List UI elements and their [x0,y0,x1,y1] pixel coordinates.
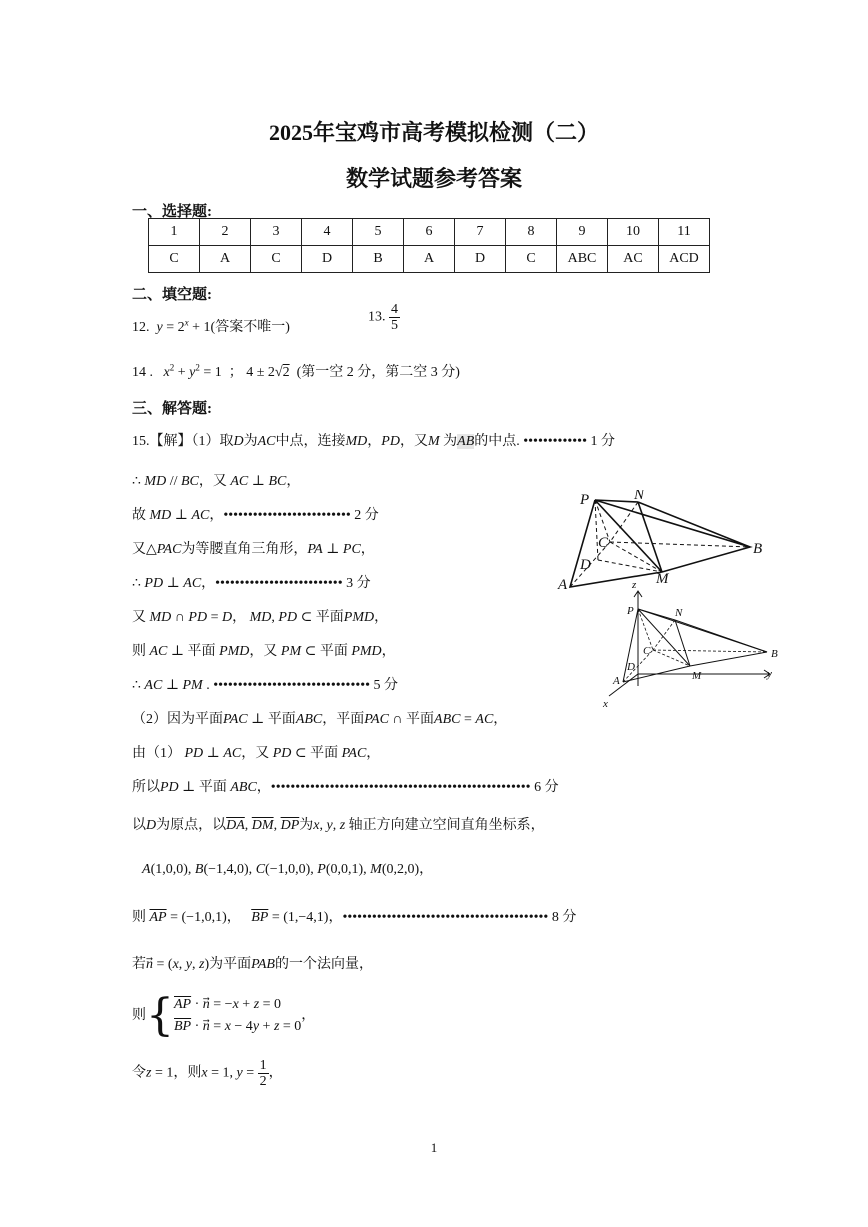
table-cell: AC [608,246,659,273]
svg-text:C: C [598,535,609,551]
svg-text:M: M [692,670,702,682]
table-cell: 4 [302,219,353,246]
fraction: $\frac{4}{5}$ [391,302,398,333]
page-subtitle: 数学试题参考答案 [345,166,522,191]
table-cell: ACD [659,246,710,273]
answer-13: 13. $\frac{4}{5}$ [368,302,398,333]
svg-text:y: y [767,668,772,680]
q15-line-7: 则 AC ⊥ 平面 PMD，又 PM ⊂ 平面 PMD， [132,644,396,659]
answer-table [148,218,710,273]
svg-text:P: P [580,492,590,508]
table-cell: 1 [149,219,200,246]
table-cell: D [455,246,506,273]
svg-text:A: A [558,577,568,593]
page-number: 1 [430,1140,438,1155]
table-cell: 3 [251,219,302,246]
q15-line-2: ∴ MD // BC，又 AC ⊥ BC， [132,474,301,489]
coordinate-figure [595,576,795,711]
svg-text:M: M [656,571,669,587]
q15-line-11: 所以PD ⊥ 平面 ABC，••••••••••••••••••••••••••••••••••••••••••••••••••••• 6 分 [132,780,559,795]
svg-text:B: B [771,648,778,660]
page-title: 2025年宝鸡市高考模拟检测（二） [268,120,599,145]
q15-line-1: 15.【解】（1）取D为AC中点，连接MD，PD，又M 为AB的中点. ••••••••••••• 1 分 [132,434,615,449]
svg-text:C: C [643,645,651,657]
q15-line-6: 又 MD ∩ PD = D， MD, PD ⊂ 平面PMD， [132,610,389,625]
table-cell: 11 [659,219,710,246]
answer-14: 14 . $x^2 + y^2 = 1$ ； 4 ± 2√2 (第一空 2 分，第二空 3 分) [132,362,460,380]
table-cell: B [353,246,404,273]
section-solve: 三、解答题: [132,401,212,417]
table-cell: C [251,246,302,273]
q15-coordinates: A(1,0,0), B(−1,4,0), C(−1,0,0), P(0,0,1), M(0,2,0)， [142,862,434,877]
svg-text:B: B [753,541,763,557]
q15-line-3: 故 MD ⊥ AC，•••••••••••••••••••••••••• 2 分 [132,508,379,523]
table-cell: A [404,246,455,273]
q15-line-8: ∴ AC ⊥ PM . •••••••••••••••••••••••••••••••• 5 分 [132,678,399,693]
table-cell: ABC [557,246,608,273]
table-cell: A [200,246,251,273]
svg-text:D: D [580,557,591,573]
q15-normal: 若n⃗ = (x, y, z)为平面PAB的一个法向量， [132,957,373,972]
svg-text:P: P [627,605,634,617]
answer-12: 12. $y = 2^x + 1$(答案不唯一) [132,317,290,335]
svg-text:N: N [675,607,683,619]
table-cell: 2 [200,219,251,246]
svg-text:x: x [603,698,608,710]
q15-line-10: 由（1） PD ⊥ AC，又 PD ⊂ 平面 PAC， [132,746,381,761]
table-cell: C [149,246,200,273]
table-row [149,219,710,246]
q15-line-4: 又△PAC为等腰直角三角形，PA ⊥ PC， [132,542,375,557]
table-cell: 5 [353,219,404,246]
section-fill: 二、填空题: [132,287,212,303]
section-choice: 一、选择题: [132,204,212,220]
table-cell: 7 [455,219,506,246]
table-cell: 9 [557,219,608,246]
table-row [149,246,710,273]
table-cell: 8 [506,219,557,246]
table-cell: C [506,246,557,273]
q15-line-9: （2）因为平面PAC ⊥ 平面ABC，平面PAC ∩ 平面ABC = AC， [132,712,508,727]
table-cell: D [302,246,353,273]
q15-vectors: 则 $\overline{AP} = (-1,0,1)$， $\overline{BP} = (1,-4,1)$，•••••••••••••••••••••••••••••••••••••••••• 8 分 [132,910,577,925]
table-cell: 6 [404,219,455,246]
svg-text:A: A [613,675,620,687]
q15-line-5: ∴ PD ⊥ AC，•••••••••••••••••••••••••• 3 分 [132,576,371,591]
svg-text:D: D [627,661,635,673]
q15-system: 则{ $\overline{AP}$ · n⃗ = −x + z = 0 $\overline{BP}$ · n⃗ = x − 4y + z = 0 ， [132,990,316,1041]
svg-text:N: N [634,490,645,503]
q15-solution: 令z = 1，则x = 1, y = $\frac{1}{2}$ ， [132,1058,283,1089]
table-cell: 10 [608,219,659,246]
q15-line-12: 以D为原点，以$\overline{DA}$, $\overline{DM}$, $\overline{DP}$为x, y, z 轴正方向建立空间直角坐标系， [132,818,545,833]
svg-text:z: z [632,579,637,591]
